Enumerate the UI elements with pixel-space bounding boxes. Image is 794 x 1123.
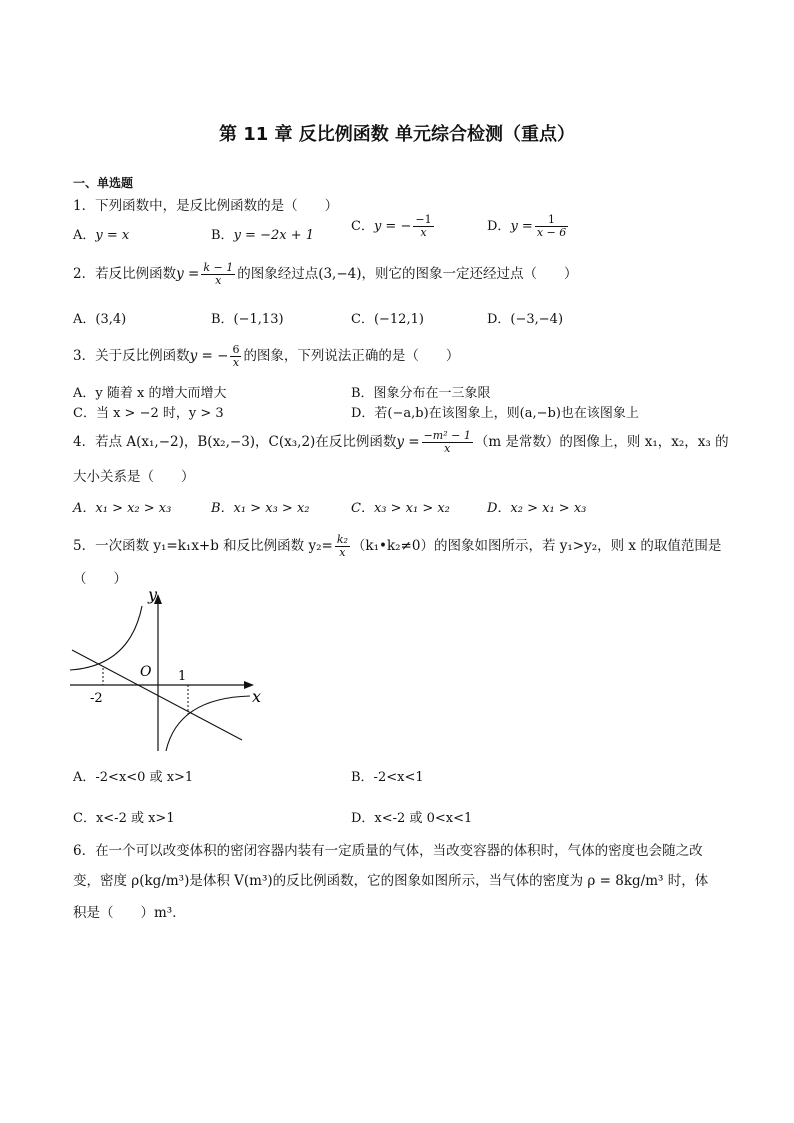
q4-option-d[interactable]: D．x₂ > x₁ > x₃: [487, 501, 587, 516]
question-6-line-2: 变，密度 ρ(kg/m³)是体积 V(m³)的反比例函数，它的图象如图所示，当气体的密度为 ρ = 8kg/m³ 时，体: [73, 873, 709, 889]
question-4-stem-line2: 大小关系是（ ）: [73, 469, 195, 485]
q5-option-c[interactable]: C．x<-2 或 x>1: [73, 811, 175, 826]
q2-option-b[interactable]: B．(−1,13): [211, 312, 284, 327]
q4-option-b[interactable]: B．x₁ > x₃ > x₂: [211, 501, 310, 516]
q5-option-b[interactable]: B．-2<x<1: [351, 770, 424, 785]
q4-option-a[interactable]: A．x₁ > x₂ > x₃: [73, 501, 172, 516]
q5-option-d[interactable]: D．x<-2 或 0<x<1: [351, 811, 473, 826]
q1-option-d[interactable]: D．y = $\frac{1}{x - 6}$: [487, 213, 567, 239]
q3-option-a[interactable]: A．y 随着 x 的增大而增大: [73, 386, 227, 401]
q2-option-d[interactable]: D．(−3,−4): [487, 312, 564, 327]
question-4-stem: 4．若点 A(x₁,−2)，B(x₂,−3)，C(x₃,2)在反比例函数y = $\frac{\text{−m² − 1}}{x}$ （m 是常数）的图像上，则 x₁，x₂，x₃ 的: [73, 429, 729, 455]
graph-x-label: x: [252, 687, 262, 706]
graph-origin-label: O: [140, 664, 152, 680]
q2-option-c[interactable]: C．(−12,1): [351, 312, 424, 327]
graph-tick-neg2: -2: [90, 691, 103, 706]
question-5-stem: 5．一次函数 y₁=k₁x+b 和反比例函数 y₂= $\frac{\text{k₂}}{x}$ （k₁•k₂≠0）的图象如图所示，若 y₁>y₂，则 x 的取值范围是: [73, 533, 722, 559]
q5-option-a[interactable]: A．-2<x<0 或 x>1: [73, 770, 194, 785]
q4-option-c[interactable]: C．x₃ > x₁ > x₂: [351, 501, 450, 516]
question-5-stem-line2: （ ）: [73, 571, 127, 587]
question-3-stem: 3．关于反比例函数y = − $\frac{6}{x}$ 的图象，下列说法正确的是（ ）: [73, 343, 460, 369]
q1-option-a[interactable]: A．y = x: [73, 228, 130, 243]
question-6-line-1: 6．在一个可以改变体积的密闭容器内装有一定质量的气体，当改变容器的体积时，气体的密度也会随之改: [73, 843, 703, 859]
section-heading: 一、单选题: [73, 176, 134, 190]
q3-option-d[interactable]: D．若(−a,b)在该图象上，则(a,−b)也在该图象上: [351, 406, 639, 421]
q1-option-b[interactable]: B．y = −2x + 1: [211, 228, 314, 243]
question-5-graph: [70, 586, 270, 754]
q3-option-c[interactable]: C．当 x > −2 时，y > 3: [73, 406, 224, 421]
q2-option-a[interactable]: A．(3,4): [73, 312, 127, 327]
hyperbola-branch-left: [70, 606, 142, 670]
question-6-line-3: 积是（ ）m³．: [73, 905, 186, 921]
question-2-stem: 2．若反比例函数y = $\frac{k - 1}{x}$ 的图象经过点(3,−4)，则它的图象一定还经过点（ ）: [73, 261, 578, 287]
q1-option-c[interactable]: C．y = − $\frac{-1}{x}$: [351, 213, 432, 239]
hyperbola-branch-right: [166, 696, 250, 751]
q3-option-b[interactable]: B．图象分布在一三象限: [351, 386, 491, 401]
graph-y-label: y: [148, 586, 158, 604]
graph-tick-1: 1: [178, 669, 187, 684]
question-1-stem: 1．下列函数中，是反比例函数的是（ ）: [73, 198, 339, 214]
page-title: 第 11 章 反比例函数 单元综合检测（重点）: [218, 124, 576, 145]
